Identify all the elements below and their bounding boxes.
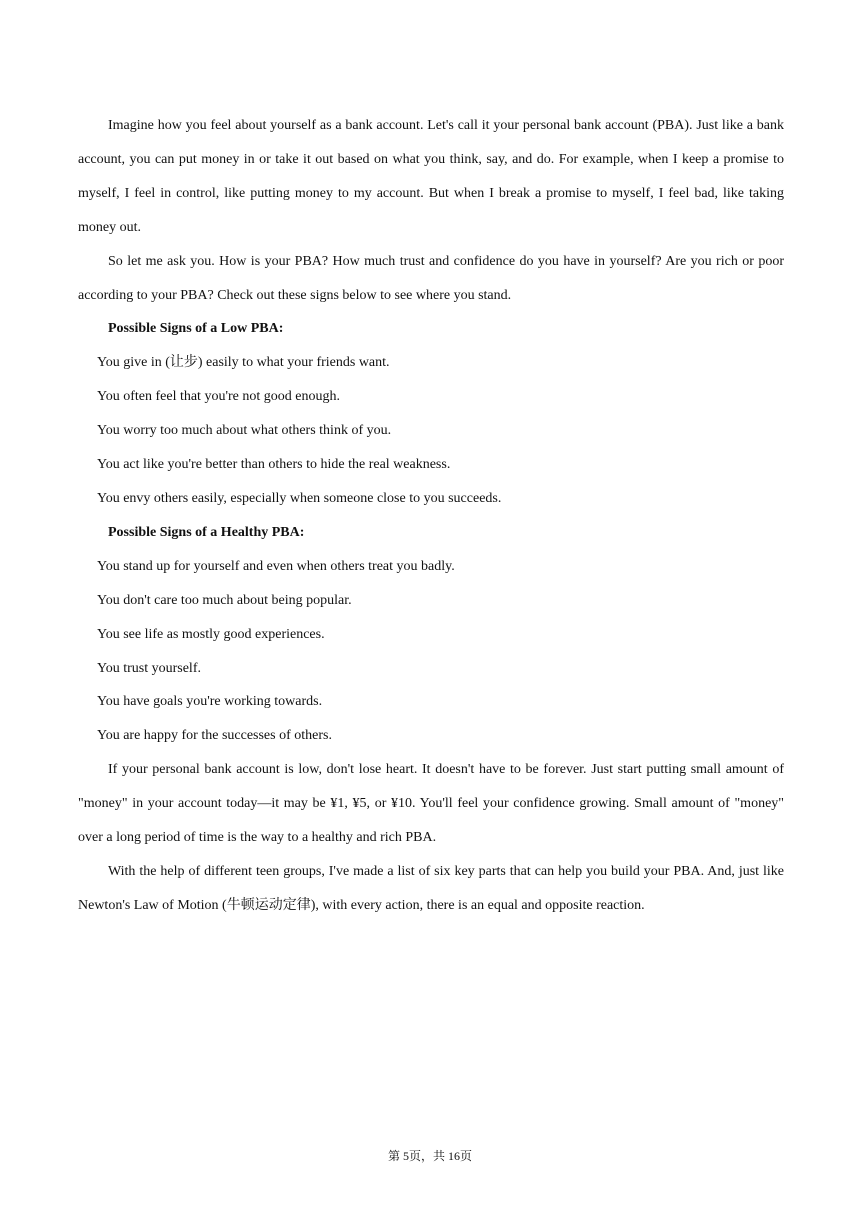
low-pba-item: You often feel that you're not good enough. (97, 389, 340, 405)
healthy-pba-list (78, 550, 784, 753)
low-pba-heading: Possible Signs of a Low PBA: (108, 321, 284, 337)
low-pba-item: You give in (让步) easily to what your friends want. (97, 355, 390, 371)
healthy-pba-item: You don't care too much about being popular. (97, 592, 352, 608)
page-number-footer: 第 5页，共 16页 (387, 1149, 472, 1163)
intro-paragraph-2: So let me ask you. How is your PBA? How much trust and confidence do you have in yourself? Are you rich or poor according to your PBA? Check out these signs below to see where you stand. (78, 253, 784, 303)
article-body (78, 109, 784, 923)
healthy-pba-item: You have goals you're working towards. (97, 694, 323, 710)
low-pba-item: You worry too much about what others think of you. (97, 423, 392, 439)
healthy-pba-item: You trust yourself. (97, 660, 201, 676)
outro-paragraph-2: With the help of different teen groups, I've made a list of six key parts that can help you build your PBA. And, just like Newton's Law of Motion (牛顿运动定律), with every action, there is an equal and opposite reaction. (78, 863, 784, 913)
low-pba-list (78, 346, 784, 516)
healthy-pba-item: You see life as mostly good experiences. (97, 626, 325, 642)
healthy-pba-item: You are happy for the successes of others. (97, 728, 332, 744)
healthy-pba-item: You stand up for yourself and even when others treat you badly. (97, 558, 455, 574)
healthy-pba-heading: Possible Signs of a Healthy PBA: (108, 524, 305, 540)
low-pba-item: You envy others easily, especially when someone close to you succeeds. (97, 490, 502, 506)
low-pba-item: You act like you're better than others to hide the real weakness. (97, 457, 451, 473)
intro-paragraph-1: Imagine how you feel about yourself as a bank account. Let's call it your personal bank account (PBA). Just like a bank account, you can put money in or take it out based on what you think, say, and do. For example, when I keep a promise to myself, I feel in control, like putting money to my account. But when I break a promise to myself, I feel bad, like taking money out. (78, 118, 784, 235)
outro-paragraph-1: If your personal bank account is low, don't lose heart. It doesn't have to be forever. Just start putting small amount of "money" in your account today—it may be ¥1, ¥5, or ¥10. You'll feel your confidence growing. Small amount of "money" over a long period of time is the way to a healthy and rich PBA. (78, 762, 784, 846)
